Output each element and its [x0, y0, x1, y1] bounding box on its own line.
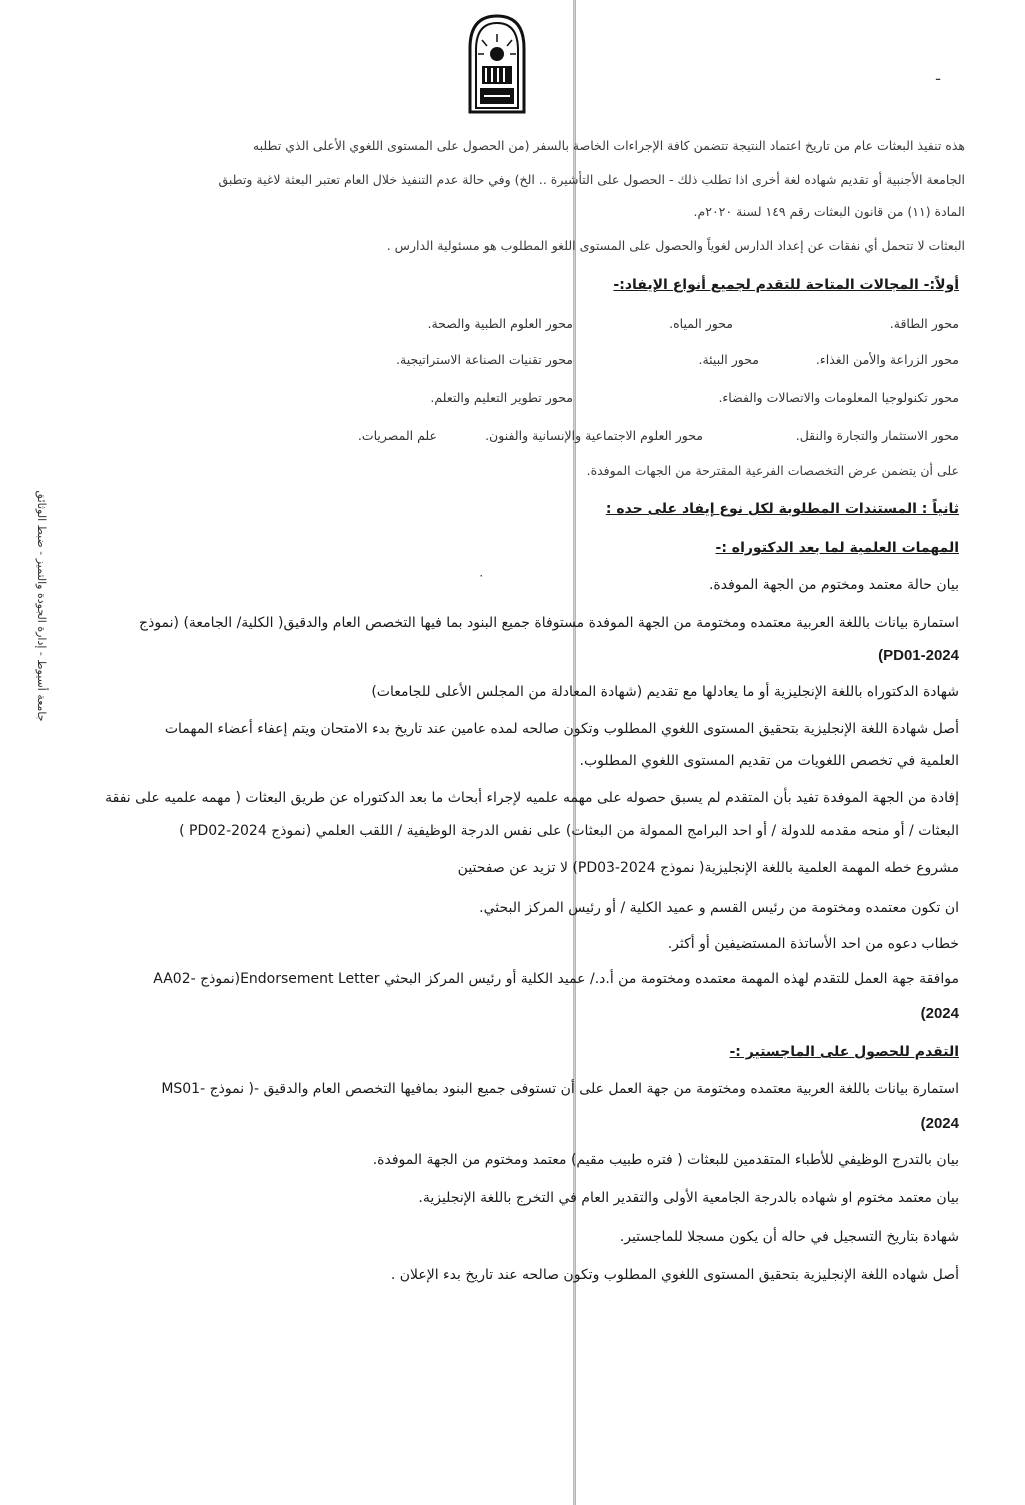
section-title: ثانياً : المستندات المطلوبة لكل نوع إيفاد على حده :: [605, 501, 959, 517]
field-item: محور المياه.: [669, 316, 733, 331]
field-item: محور الاستثمار والتجارة والنقل.: [795, 428, 959, 443]
requirement-item: بيان معتمد مختوم او شهاده بالدرجة الجامعية الأولى والتقدير العام في التخرج باللغة الإنجليزية.: [418, 1190, 959, 1206]
requirement-item: شهادة بتاريخ التسجيل في حاله أن يكون مسجلا للماجستير.: [619, 1229, 959, 1245]
side-stamp-text: جامعة أسيوط - إدارة الجودة والتميز - ضبط الوثائق: [35, 490, 48, 722]
field-item: محور الطاقة.: [889, 316, 959, 331]
field-item: محور تقنيات الصناعة الاستراتيجية.: [396, 352, 573, 367]
university-logo: [464, 12, 530, 116]
requirement-item: استمارة بيانات باللغة العربية معتمده ومختومة من جهة العمل على أن تستوفى جميع البنود بمافيها التخصص العام والدقيق -( نموذج -MS01: [161, 1081, 959, 1097]
note-text: على أن يتضمن عرض التخصصات الفرعية المقترحة من الجهات الموفدة.: [586, 463, 959, 478]
field-item: علم المصريات.: [357, 428, 437, 443]
subsection-title: التقدم للحصول على الماجستير :-: [729, 1044, 959, 1060]
stray-mark: ـ: [936, 68, 941, 84]
field-item: محور البيئة.: [698, 352, 759, 367]
field-item: محور الزراعة والأمن الغذاء.: [815, 352, 959, 367]
stray-mark: ٠: [478, 568, 485, 582]
requirement-item: بيان حالة معتمد ومختوم من الجهة الموفدة.: [708, 577, 959, 593]
section-title: أولاً:- المجالات المتاحة للتقدم لجميع أنواع الإيفاد:-: [613, 277, 959, 293]
requirement-item: مشروع خطه المهمة العلمية باللغة الإنجليزية( نموذج PD03-2024) لا تزيد عن صفحتين: [457, 860, 959, 876]
requirement-item: خطاب دعوه من احد الأساتذة المستضيفين أو أكثر.: [667, 936, 959, 952]
requirement-item: ان تكون معتمده ومختومة من رئيس القسم و عميد الكلية / أو رئيس المركز البحثي.: [479, 900, 959, 916]
field-item: محور تكنولوجيا المعلومات والاتصالات والفضاء.: [718, 390, 959, 405]
intro-line: الجامعة الأجنبية أو تقديم شهاده لغة أخرى اذا تطلب ذلك - الحصول على التأشيرة .. الخ) وفي حالة عدم التنفيذ خلال العام تعتبر البعثة لاغية وتطبق: [218, 172, 965, 187]
field-item: محور العلوم الاجتماعية والإنسانية والفنون.: [485, 428, 703, 443]
requirement-item: أصل شهادة اللغة الإنجليزية بتحقيق المستوى اللغوي المطلوب وتكون صالحه لمده عامين عند تاريخ بدء الامتحان ويتم إعفاء أعضاء المهمات: [164, 721, 959, 737]
requirement-item: بيان بالتدرج الوظيفي للأطباء المتقدمين للبعثات ( فتره طبيب مقيم) معتمد ومختوم من الجهة الموفدة.: [372, 1152, 959, 1168]
intro-line: المادة (١١) من قانون البعثات رقم ١٤٩ لسنة ٢٠٢٠م.: [693, 204, 965, 219]
intro-line: البعثات لا تتحمل أي نفقات عن إعداد الدارس لغوياً والحصول على المستوى اللغو المطلوب هو مسئولية الدارس .: [386, 238, 965, 253]
field-item: محور العلوم الطبية والصحة.: [427, 316, 573, 331]
requirement-item: العلمية في تخصص اللغويات من تقديم المستوى اللغوي المطلوب.: [579, 753, 959, 769]
form-code: 2024): [920, 1005, 959, 1022]
form-code: PD01-2024): [878, 647, 959, 664]
requirement-item: أصل شهاده اللغة الإنجليزية بتحقيق المستوى اللغوي المطلوب وتكون صالحه عند تاريخ بدء الإعلان .: [390, 1267, 959, 1283]
intro-line: هذه تنفيذ البعثات عام من تاريخ اعتماد النتيجة تتضمن كافة الإجراءات الخاصة بالسفر (من الحصول على المستوى اللغوي الأعلى الذي تطلبه: [252, 138, 965, 153]
subsection-title: المهمات العلمية لما بعد الدكتوراه :-: [715, 540, 959, 556]
requirement-item: موافقة جهة العمل للتقدم لهذه المهمة معتمده ومختومة من أ.د./ عميد الكلية أو رئيس المركز البحثي Endorsement Letter(نموذج -AA02: [153, 971, 959, 987]
requirement-item: إفادة من الجهة الموفدة تفيد بأن المتقدم لم يسبق حصوله على مهمه علميه لإجراء أبحاث ما بعد الدكتوراه عن طريق البعثات ( مهمه علميه على نفقة: [105, 790, 959, 806]
requirement-item: البعثات / أو منحه مقدمه للدولة / أو احد البرامج الممولة من البعثات) على نفس الدرجة الوظيفية / اللقب العلمي (نموذج PD02-2024 ): [179, 823, 959, 839]
requirement-item: استمارة بيانات باللغة العربية معتمده ومختومة من الجهة الموفدة مستوفاة جميع البنود بما فيها التخصص العام والدقيق( الكلية/ الجامعة) (نموذج: [139, 615, 959, 631]
field-item: محور تطوير التعليم والتعلم.: [430, 390, 573, 405]
requirement-item: شهادة الدكتوراه باللغة الإنجليزية أو ما يعادلها مع تقديم (شهادة المعادلة من المجلس الأعلى للجامعات): [371, 684, 959, 700]
form-code: 2024): [920, 1115, 959, 1132]
